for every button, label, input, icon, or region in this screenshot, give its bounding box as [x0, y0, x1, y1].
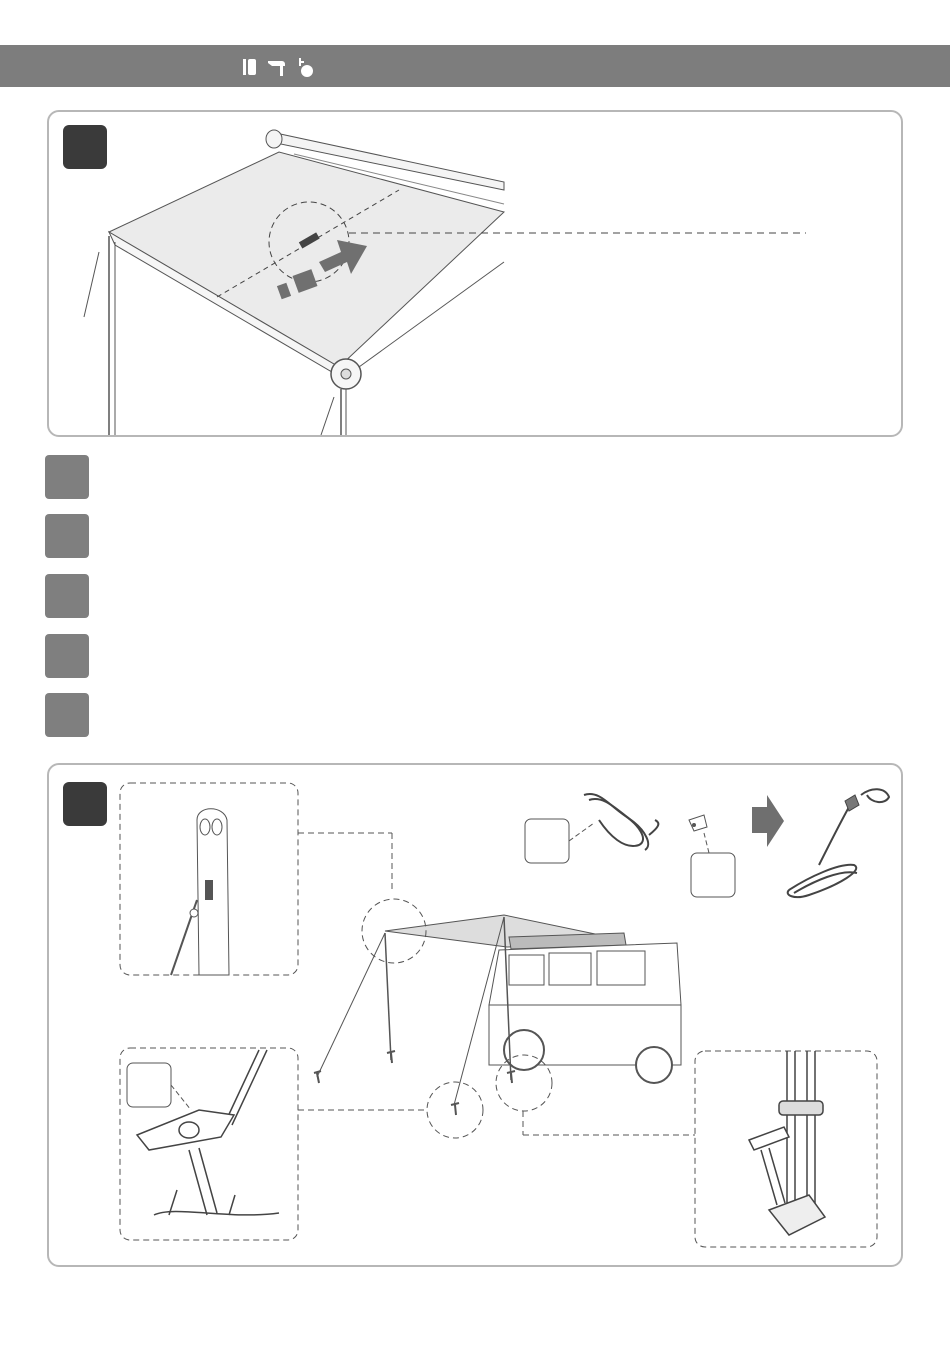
ground-peg-detail [137, 1050, 279, 1215]
step-item-4 [45, 634, 89, 678]
van-awning-illustration [49, 765, 901, 1265]
pole-foot-detail [749, 1051, 825, 1235]
pole-top-detail [171, 809, 229, 975]
step-text-5 [102, 693, 882, 737]
step-text-3 [102, 574, 882, 618]
step-item-1 [45, 455, 89, 499]
van-with-awning [314, 915, 681, 1115]
step-item-5 [45, 693, 89, 737]
awning-extend-icon [268, 61, 285, 76]
awning-panel-icon [243, 59, 256, 75]
header-icons [240, 55, 320, 79]
step-text-2 [102, 514, 882, 558]
figure-panel-bottom [47, 763, 903, 1267]
step-text-1 [102, 455, 882, 499]
rope-tensioner [689, 815, 707, 831]
guy-rope-coil [584, 794, 658, 850]
step-item-3 [45, 574, 89, 618]
hand-pointer-icon [299, 58, 313, 77]
figure-panel-top [47, 110, 903, 437]
section-header-bar [0, 45, 950, 87]
step-item-2 [45, 514, 89, 558]
awning-rafter-illustration [49, 112, 901, 435]
step-text-4 [102, 634, 882, 678]
